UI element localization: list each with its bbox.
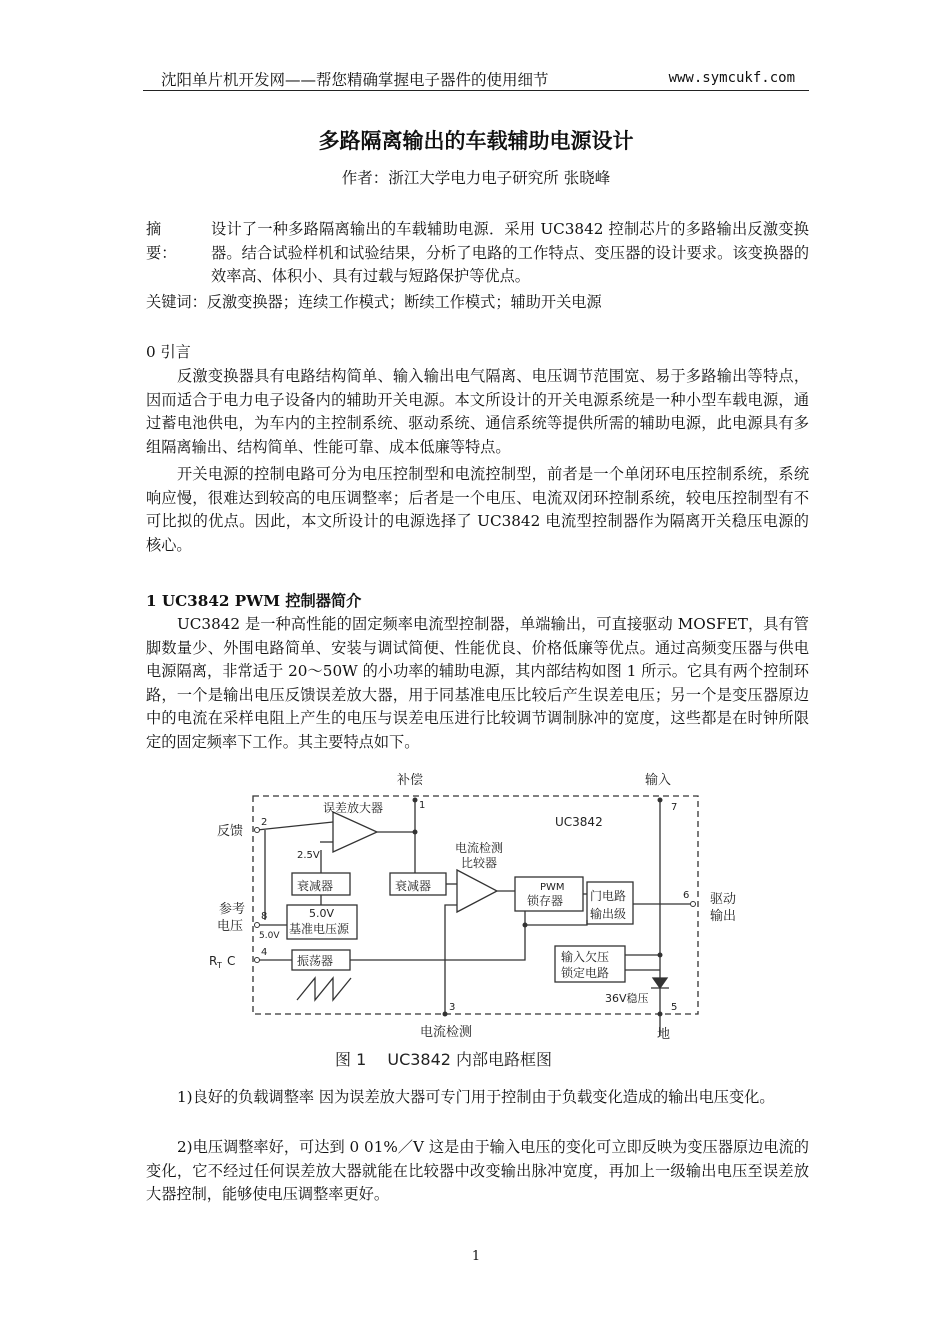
section-0-paragraph-2: 开关电源的控制电路可分为电压控制型和电流控制型，前者是一个单闭环电压控制系统，系统响应慢，很难达到较高的电压调整率；后者是一个电压、电流双闭环控制系统，较电压控制型有不可比拟的优点。因此，本文所设计的电源选择了 UC3842 电流型控制器作为隔离开关稳压电源的核心。 (146, 465, 809, 554)
error-amplifier-symbol (333, 812, 377, 852)
block-diagram-svg (205, 770, 765, 1070)
label-input: 输入 (645, 773, 672, 788)
label-5v-pin: 5.0V (259, 931, 280, 941)
label-oscillator: 振荡器 (297, 954, 334, 968)
label-cs-comp-line2: 比较器 (461, 856, 498, 870)
feature-2: 2)电压调整率好，可达到 0 01%／V 这是由于输入电压的变化可立即反映为变压器原边电流的变化，它不经过任何误差放大器就能在比较器中改变输出脉冲宽度，再加上一级输出电压至误差放大器控制，能够使电压调整率更好。 (146, 1138, 809, 1204)
pin-1: 1 (419, 800, 426, 811)
label-comp: 补偿 (397, 773, 424, 788)
label-current-sense: 电流检测 (420, 1025, 473, 1040)
section-0-heading: 0 引言 (146, 343, 191, 361)
pin-4: 4 (261, 947, 268, 958)
figure-caption: 图 1 UC3842 内部电路框图 (335, 1050, 553, 1069)
label-reference-source: 基准电压源 (289, 922, 350, 936)
label-output-stage: 输出级 (590, 907, 627, 921)
label-feedback: 反馈 (217, 824, 244, 839)
label-pwm: PWM (540, 882, 565, 893)
label-attenuator-1: 衰减器 (297, 879, 334, 893)
pin-7: 7 (671, 802, 678, 813)
author-line: 作者：浙江大学电力电子研究所 张晓峰 (341, 169, 611, 187)
pin-2: 2 (261, 817, 268, 828)
abstract-label: 摘 要： (146, 220, 177, 262)
label-gate: 门电路 (590, 889, 627, 903)
header-url[interactable]: www.symcukf.com (668, 70, 795, 86)
label-ref-line2: 电压 (217, 919, 244, 934)
label-uvlo-1: 输入欠压 (561, 950, 610, 964)
running-header (143, 62, 809, 91)
label-erramp: 误差放大器 (323, 801, 384, 815)
label-drive: 驱动 (710, 892, 737, 907)
label-2v5: 2.5V (297, 850, 320, 861)
label-chip: UC3842 (555, 815, 603, 829)
pin-6: 6 (683, 890, 690, 901)
label-cs-comp-line1: 电流检测 (455, 841, 504, 855)
label-rt: R (209, 954, 218, 968)
label-zener: 36V稳压 (605, 992, 649, 1005)
label-rt-sub: T (217, 961, 222, 970)
current-comparator-symbol (457, 870, 497, 912)
label-ct: C (227, 954, 236, 968)
pin-8: 8 (261, 911, 268, 922)
zener-diode-icon (653, 978, 667, 988)
paper-title: 多路隔离输出的车载辅助电源设计 (318, 129, 634, 153)
pin-3: 3 (449, 1002, 456, 1013)
page-number: 1 (471, 1249, 481, 1264)
abstract-text: 设计了一种多路隔离输出的车载辅助电源．采用 UC3842 控制芯片的多路输出反激变换器。结合试验样机和试验结果，分析了电路的工作特点、变压器的设计要求。该变换器的效率高、体积小、具有过载与短路保护等优点。 (211, 220, 809, 285)
keywords: 关键词：反激变换器；连续工作模式；断续工作模式；辅助开关电源 (146, 293, 602, 311)
label-latch: 锁存器 (527, 894, 564, 908)
section-0-paragraph-1: 反激变换器具有电路结构简单、输入输出电气隔离、电压调节范围宽、易于多路输出等特点，因而适合于电力电子设备内的辅助开关电源。本文所设计的开关电源系统是一种小型车载电源，通过蓄电池供电，为车内的主控制系统、驱动系统、通信系统等提供所需的辅助电源，此电源具有多组隔离输出、结构简单、性能可靠、成本低廉等特点。 (146, 367, 809, 456)
label-attenuator-2: 衰减器 (395, 879, 432, 893)
section-1-heading: 1 UC3842 PWM 控制器简介 (146, 592, 362, 610)
uc3842-block-diagram (205, 770, 765, 1070)
label-uvlo-2: 锁定电路 (561, 966, 610, 980)
label-output: 输出 (710, 909, 737, 924)
section-1-paragraph-1: UC3842 是一种高性能的固定频率电流型控制器，单端输出，可直接驱动 MOSFET，具有管脚数量少、外围电路简单、安装与调试简便、性能优良、价格低廉等优点。通过高频变压器与供电电源隔离，非常适于 20～50W 的小功率的辅助电源，其内部结构如图 1 所示。它具有两个控制环路，一个是输出电压反馈误差放大器，用于同基准电压比较后产生误差电压；另一个是变压器原边中的电流在采样电阻上产生的电压与误差电压进行比较调节调制脉冲的宽度，这些都是在时钟所限定的固定频率下工作。其主要特点如下。 (146, 615, 809, 751)
feature-1: 1)良好的负载调整率 因为误差放大器可专门用于控制由于负载变化造成的输出电压变化。 (177, 1088, 775, 1106)
label-ref-line1: 参考 (219, 902, 246, 917)
header-site-title: 沈阳单片机开发网——帮您精确掌握电子器件的使用细节 (161, 71, 549, 89)
label-5v-inside: 5.0V (309, 907, 335, 920)
label-ground: 地 (657, 1027, 671, 1042)
pin-5: 5 (671, 1002, 678, 1013)
